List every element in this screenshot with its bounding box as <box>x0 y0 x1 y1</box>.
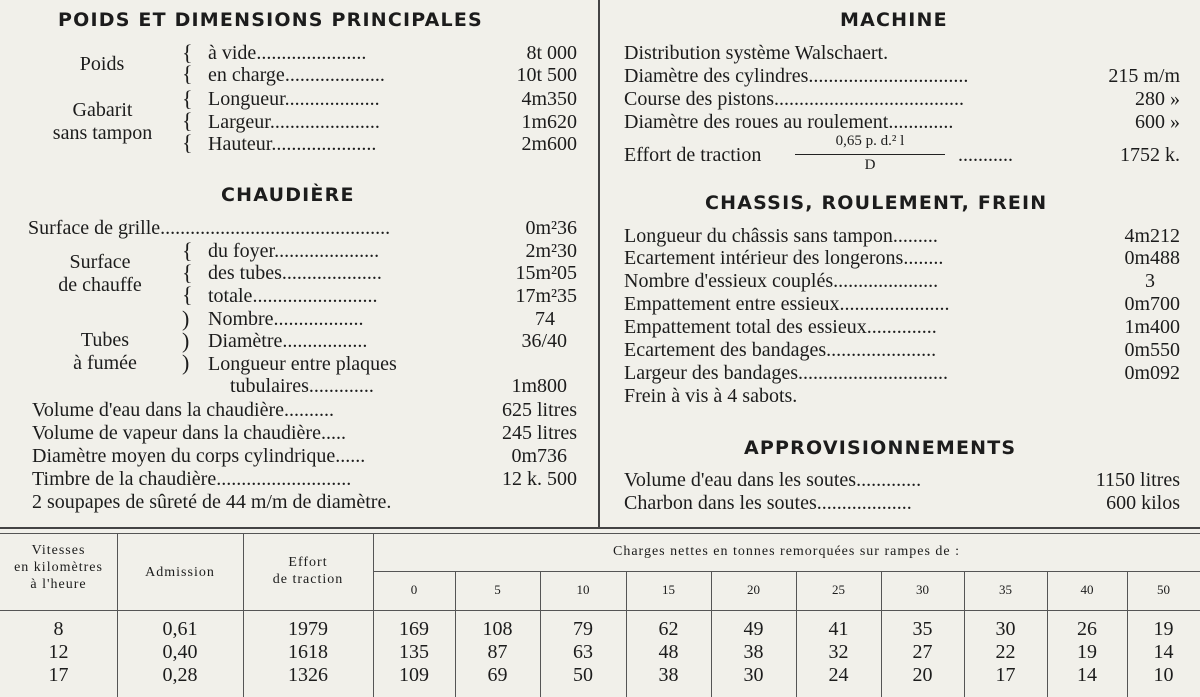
cell-charge: 62 <box>658 618 679 640</box>
effort-formula-numerator: 0,65 p. d.² l <box>835 133 905 149</box>
largeur-value: 1m620 <box>521 111 577 133</box>
cell-charge: 108 <box>482 618 513 640</box>
cell-charge: 49 <box>743 618 764 640</box>
header-vitesse: Vitesses en kilomètres à l'heure <box>14 543 103 592</box>
rampe-header: 15 <box>662 582 675 597</box>
rampe-header: 0 <box>410 582 418 597</box>
nombre-value: 74 <box>535 308 555 330</box>
cell-effort: 1326 <box>288 664 328 686</box>
longueur-chassis-label: Longueur du châssis sans tampon......... <box>624 225 938 247</box>
rampe-header: 20 <box>747 582 760 597</box>
cell-charge: 19 <box>1077 641 1097 663</box>
cell-admission: 0,28 <box>162 664 198 686</box>
nombre-label: Nombre.................. <box>208 308 364 330</box>
brace-icon: ) <box>182 350 190 375</box>
brace-icon: { <box>182 260 193 285</box>
table-rule <box>0 610 1200 611</box>
hauteur-label: Hauteur..................... <box>208 133 377 155</box>
header-admission: Admission <box>145 565 215 580</box>
course-pistons-value: 280 » <box>1135 88 1180 110</box>
volume-vapeur-label: Volume de vapeur dans la chaudière..... <box>32 422 346 444</box>
brace-icon: ) <box>182 306 190 331</box>
cell-vitesse: 12 <box>48 641 69 663</box>
formula-bar <box>795 154 945 155</box>
frein-note: Frein à vis à 4 sabots. <box>624 385 798 407</box>
brace-icon: { <box>182 86 193 111</box>
cell-charge: 27 <box>912 641 933 663</box>
volume-eau-label: Volume d'eau dans la chaudière.......... <box>32 399 335 421</box>
ecartement-bandages-label: Ecartement des bandages...................... <box>624 339 937 361</box>
diametre-roues-label: Diamètre des roues au roulement............. <box>624 111 954 133</box>
cell-charge: 41 <box>828 618 849 640</box>
table-rule <box>373 571 1200 572</box>
cell-charge: 30 <box>995 618 1016 640</box>
rampe-header: 5 <box>494 582 501 597</box>
volume-eau-value: 625 litres <box>502 399 577 421</box>
brace-icon: { <box>182 40 193 65</box>
tubulaires-label: tubulaires............. <box>230 375 374 397</box>
longueur-label: Longueur................... <box>208 88 380 110</box>
cell-charge: 20 <box>912 664 933 686</box>
header-charges: Charges nettes en tonnes remorquées sur rampes de : <box>613 544 960 559</box>
volume-vapeur-value: 245 litres <box>502 422 577 444</box>
cell-charge: 135 <box>399 641 429 663</box>
effort-traction-label: Effort de traction <box>624 144 762 166</box>
des-tubes-label: des tubes.................... <box>208 262 382 284</box>
cell-charge: 22 <box>995 641 1016 663</box>
longueur-chassis-value: 4m212 <box>1124 225 1180 247</box>
cell-charge: 87 <box>487 641 508 663</box>
section-divider <box>0 527 1200 529</box>
effort-formula-denominator: D <box>864 157 876 173</box>
rampe-header: 35 <box>999 582 1012 597</box>
cell-charge: 19 <box>1153 618 1174 640</box>
ecartement-bandages-value: 0m550 <box>1124 339 1180 361</box>
column-divider <box>598 0 600 527</box>
approvisionnements-heading: APPROVISIONNEMENTS <box>744 437 1017 459</box>
longueur-plaques-value: 1m800 <box>511 375 567 397</box>
poids-heading: POIDS ET DIMENSIONS PRINCIPALES <box>58 9 483 31</box>
cell-effort: 1618 <box>288 641 328 663</box>
brace-icon: ) <box>182 328 190 353</box>
cell-charge: 17 <box>995 664 1016 686</box>
largeur-bandages-label: Largeur des bandages.............................. <box>624 362 949 384</box>
rampe-header: 10 <box>576 582 590 597</box>
cell-charge: 30 <box>743 664 764 686</box>
diametre-cylindres-value: 215 m/m <box>1108 65 1180 87</box>
du-foyer-value: 2m²30 <box>525 240 577 262</box>
cell-charge: 63 <box>573 641 593 663</box>
totale-value: 17m²35 <box>515 285 577 307</box>
cell-admission: 0,40 <box>162 641 198 663</box>
diametre-corps-label: Diamètre moyen du corps cylindrique...... <box>32 445 366 467</box>
cell-effort: 1979 <box>288 618 328 640</box>
cell-admission: 0,61 <box>162 618 198 640</box>
cell-charge: 10 <box>1153 664 1174 686</box>
effort-traction-value: 1752 k. <box>1120 144 1180 166</box>
chassis-heading: CHASSIS, ROULEMENT, FREIN <box>705 192 1048 214</box>
ecartement-longerons-label: Ecartement intérieur des longerons........ <box>624 247 944 269</box>
a-vide-value: 8t 000 <box>526 42 577 64</box>
soupapes-note: 2 soupapes de sûreté de 44 m/m de diamètre. <box>32 491 392 513</box>
cell-charge: 14 <box>1153 641 1174 663</box>
du-foyer-label: du foyer..................... <box>208 240 380 262</box>
machine-heading: MACHINE <box>840 9 948 31</box>
ecartement-longerons-value: 0m488 <box>1124 247 1180 269</box>
rampe-header: 30 <box>916 582 929 597</box>
cell-charge: 32 <box>828 641 849 663</box>
gabarit-group-label: Gabarit sans tampon <box>52 99 153 144</box>
cell-charge: 69 <box>487 664 508 686</box>
timbre-value: 12 k. 500 <box>502 468 577 490</box>
rampe-header: 25 <box>832 582 845 597</box>
rampe-header: 50 <box>1157 582 1170 597</box>
diametre-cylindres-label: Diamètre des cylindres................................ <box>624 65 969 87</box>
diametre-corps-value: 0m736 <box>511 445 567 467</box>
totale-label: totale......................... <box>208 285 378 307</box>
surface-chauffe-group-label: Surface de chauffe <box>58 251 142 296</box>
chaudiere-heading: CHAUDIÈRE <box>221 184 355 206</box>
surface-grille-label: Surface de grille.............................................. <box>28 217 391 239</box>
nombre-essieux-label: Nombre d'essieux couplés..................... <box>624 270 939 292</box>
a-vide-label: à vide...................... <box>208 42 367 64</box>
en-charge-label: en charge.................... <box>208 64 385 86</box>
nombre-essieux-value: 3 <box>1145 270 1155 292</box>
en-charge-value: 10t 500 <box>516 64 577 86</box>
largeur-label: Largeur...................... <box>208 111 380 133</box>
des-tubes-value: 15m²05 <box>515 262 577 284</box>
brace-icon: { <box>182 61 193 86</box>
cell-charge: 50 <box>573 664 593 686</box>
diametre-roues-value: 600 » <box>1135 111 1180 133</box>
brace-icon: { <box>182 108 193 133</box>
brace-icon: { <box>182 282 193 307</box>
cell-charge: 14 <box>1077 664 1097 686</box>
cell-charge: 48 <box>658 641 679 663</box>
distribution-label: Distribution système Walschaert. <box>624 42 889 64</box>
charbon-soutes-value: 600 kilos <box>1106 492 1180 514</box>
cell-vitesse: 17 <box>48 664 69 686</box>
diametre-value: 36/40 <box>521 330 567 352</box>
diametre-label: Diamètre................. <box>208 330 368 352</box>
cell-charge: 79 <box>573 618 593 640</box>
largeur-bandages-value: 0m092 <box>1124 362 1180 384</box>
hauteur-value: 2m600 <box>521 133 577 155</box>
cell-charge: 26 <box>1077 618 1097 640</box>
empattement-essieux-value: 0m700 <box>1124 293 1180 315</box>
rampe-header: 40 <box>1080 582 1094 597</box>
charbon-soutes-label: Charbon dans les soutes................... <box>624 492 912 514</box>
brace-icon: { <box>182 238 193 263</box>
header-effort: Effort de traction <box>272 555 344 587</box>
cell-charge: 38 <box>658 664 679 686</box>
surface-grille-value: 0m²36 <box>525 217 577 239</box>
longueur-value: 4m350 <box>521 88 577 110</box>
empattement-total-value: 1m400 <box>1124 316 1180 338</box>
cell-charge: 24 <box>828 664 849 686</box>
volume-soutes-label: Volume d'eau dans les soutes............. <box>624 469 922 491</box>
empattement-total-label: Empattement total des essieux.............. <box>624 316 937 338</box>
cell-charge: 35 <box>912 618 933 640</box>
poids-group-label: Poids <box>79 53 125 75</box>
volume-soutes-value: 1150 litres <box>1095 469 1180 491</box>
tubes-fumee-group-label: Tubes à fumée <box>73 329 137 374</box>
timbre-label: Timbre de la chaudière........................... <box>32 468 352 490</box>
cell-charge: 109 <box>399 664 429 686</box>
cell-charge: 38 <box>743 641 764 663</box>
performance-table <box>0 533 1200 697</box>
empattement-essieux-label: Empattement entre essieux...................... <box>624 293 950 315</box>
cell-charge: 169 <box>399 618 429 640</box>
brace-icon: { <box>182 130 193 155</box>
table-rule <box>0 533 1200 534</box>
effort-leader-dots: ........... <box>958 144 1013 166</box>
longueur-plaques-label: Longueur entre plaques <box>208 353 397 375</box>
cell-vitesse: 8 <box>53 618 64 640</box>
course-pistons-label: Course des pistons...................................... <box>624 88 964 110</box>
